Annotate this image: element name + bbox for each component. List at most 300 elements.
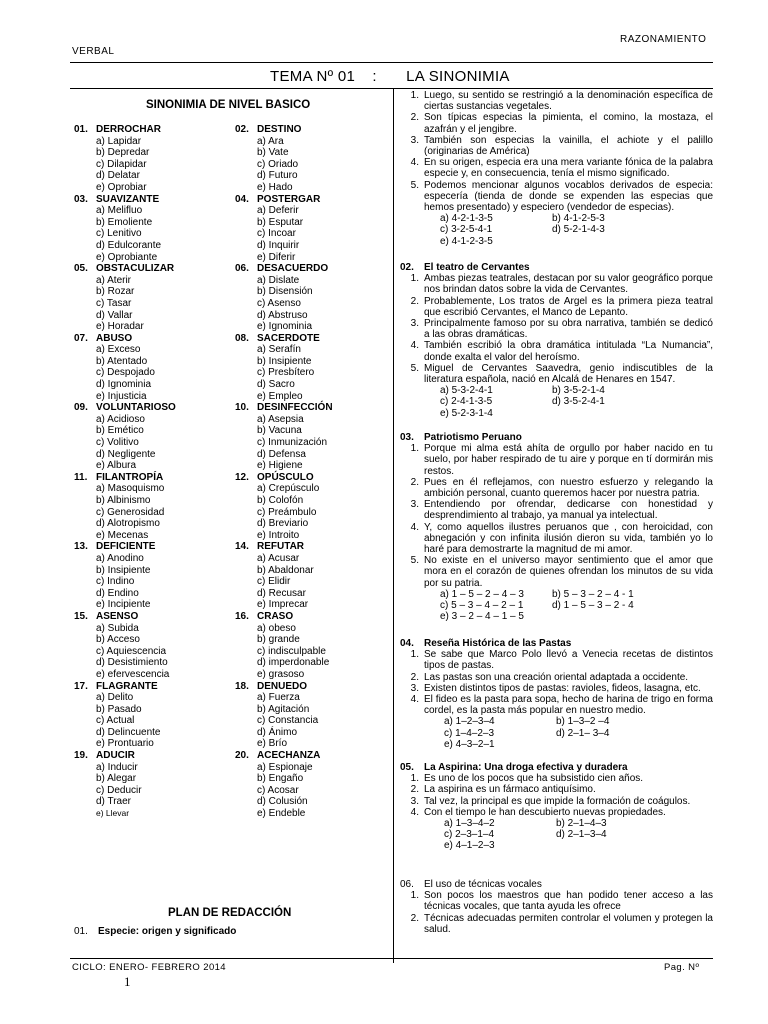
list-item (400, 90, 713, 112)
question-heading (235, 333, 385, 345)
list-item (400, 890, 713, 912)
answer-option: d) Breviario (257, 518, 309, 530)
block-4-heading (400, 638, 713, 649)
list-item (400, 807, 713, 818)
answer-option: d) Ánimo (257, 726, 298, 738)
answer-option: b) Vate (257, 147, 289, 159)
plan-title: PLAN DE REDACCIÓN (168, 907, 292, 919)
answer-option: d) Alotropismo (96, 518, 160, 530)
question-heading (235, 263, 385, 275)
answer-choice: a) 1 – 5 – 2 – 4 – 3 (440, 588, 524, 600)
answer-option: d) Recusar (257, 587, 306, 599)
item-number: 2. (410, 784, 419, 796)
question-word: CRASO (257, 610, 294, 622)
item-number: 2. (410, 476, 419, 488)
item-text: Pues en él reflejamos, con nuestro esfuerzo y relegando la ambición personal, cuanto queremos hacer por nuestra patria. (424, 476, 713, 500)
section-title-sinonimia: SINONIMIA DE NIVEL BASICO (146, 99, 311, 111)
answer-option: a) Acusar (257, 552, 300, 564)
question-number: 20. (235, 750, 249, 762)
answer-option: d) imperdonable (257, 657, 330, 669)
answer-choice: e) 5-2-3-1-4 (440, 407, 493, 419)
list-item (400, 477, 713, 499)
question-heading (235, 541, 385, 553)
item-text: El fideo es la pasta para sopa, hecho de harina de trigo en forma cordel, es la pasta más popular en nuestro medio. (424, 694, 713, 717)
item-text: Principalmente famoso por su obra narrativa, también se dedicó a las obras dramáticas. (424, 318, 713, 341)
answer-option: c) Acosar (257, 784, 299, 796)
item-number: 4. (410, 806, 419, 818)
item-number: 1. (410, 273, 419, 285)
question-heading (74, 194, 224, 206)
item-text: Ambas piezas teatrales, destacan por su valor geográfico porque nos brindan datos sobre la vida de Cervantes. (424, 273, 713, 296)
answer-option: c) Generosidad (96, 506, 165, 518)
answer-option: d) Desistimiento (96, 657, 168, 669)
item-number: 1. (410, 443, 419, 455)
item-number: 2. (410, 912, 419, 924)
answer-option: a) Aterir (96, 274, 132, 286)
list-item (400, 157, 713, 179)
item-number: 3. (410, 318, 419, 330)
block-3-number: 03. (400, 432, 414, 443)
item-number: 1. (410, 890, 419, 902)
question-number: 03. (74, 193, 88, 205)
answer-option: b) Engaño (257, 773, 304, 785)
answer-option: c) Incoar (257, 228, 296, 240)
question-word: DESTINO (257, 124, 302, 135)
question-word: ASENSO (96, 610, 139, 622)
tema-name: LA SINONIMIA (406, 68, 510, 85)
block-3-title: Patriotismo Peruano (424, 432, 522, 443)
answer-option: a) Ara (257, 135, 284, 147)
question-heading (235, 194, 385, 206)
question-number: 08. (235, 332, 249, 344)
list-item (400, 555, 713, 589)
answer-option: d) Delincuente (96, 726, 161, 738)
answer-option: c) Oriado (257, 158, 299, 170)
header-subject-left: VERBAL (72, 46, 115, 57)
item-text: Se sabe que Marco Polo llevó a Venecia recetas de distintos tipos de pastas. (424, 649, 713, 672)
question-word: OPÚSCULO (257, 471, 314, 483)
answer-option: e) Imprecar (257, 599, 309, 611)
answer-option: b) Depredar (96, 147, 150, 159)
block-2-title: El teatro de Cervantes (424, 262, 530, 273)
question-heading (74, 472, 224, 484)
list-item (400, 296, 713, 318)
question-word: POSTERGAR (257, 193, 321, 205)
question-number: 14. (235, 541, 249, 553)
question-heading (74, 681, 224, 693)
item-text: Entendiendo por ofrendar, dedicarse con honestidad y desprendimiento al trabajo, ya manual ya intelectual. (424, 499, 713, 522)
answer-option: b) Esputar (257, 216, 304, 228)
question-number: 01. (74, 124, 88, 135)
answer-option: a) Lapidar (96, 135, 142, 147)
answer-choice: e) 4–1–2–3 (444, 840, 495, 852)
question-number: 19. (74, 750, 88, 762)
answer-option: e) Prontuario (96, 738, 154, 750)
item-number: 2. (410, 112, 419, 124)
answer-option: d) Inquirir (257, 239, 300, 251)
item-number: 4. (410, 694, 419, 706)
block-5-heading (400, 762, 713, 773)
answer-option: d) Delatar (96, 170, 140, 182)
item-text: También escribió la obra dramática intitulada “La Numancia”, donde exalta el valor del heroísmo. (424, 340, 713, 363)
answer-option: e) Empleo (257, 390, 303, 402)
question-heading (74, 611, 224, 623)
item-number: 2. (410, 671, 419, 683)
answer-option: a) Melifluo (96, 205, 143, 217)
answer-option: c) Despojado (96, 367, 155, 379)
item-text: Existen distintos tipos de pastas: ravioles, fideos, lasagna, etc. (424, 682, 701, 694)
block-6-heading (400, 879, 713, 890)
block-3 (400, 432, 713, 622)
list-item (400, 112, 713, 134)
answer-option: b) Albinismo (96, 495, 151, 506)
answer-option: e) Llevar (96, 808, 130, 819)
answer-option: c) indisculpable (257, 645, 326, 657)
item-number: 1. (410, 773, 419, 785)
block-2 (400, 262, 713, 419)
plan-subtitle: Especie: origen y significado (98, 926, 237, 937)
answer-option: d) Traer (96, 796, 132, 808)
list-item (400, 273, 713, 295)
answer-option: a) Fuerza (257, 692, 300, 704)
tema-label: TEMA Nº 01 (270, 68, 356, 85)
answer-option: b) Rozar (96, 286, 135, 298)
answer-choice: a) 5-3-2-4-1 (440, 385, 493, 397)
item-number: 4. (410, 521, 419, 533)
answer-option: e) Mecenas (96, 529, 149, 541)
answer-option: c) Dilapidar (96, 158, 147, 170)
item-text: Luego, su sentido se restringió a la denominación específica de ciertas sustancias vegetales. (424, 90, 713, 113)
item-text: Tal vez, la principal es que impide la formación de coágulos. (424, 795, 691, 807)
answer-choice: a) 1–2–3–4 (444, 716, 495, 728)
block-2-heading (400, 262, 713, 273)
answer-option: e) grasoso (257, 668, 305, 680)
list-item (400, 649, 713, 671)
plan-number: 01. (74, 926, 88, 937)
item-number: 3. (410, 499, 419, 511)
synonym-column-2 (235, 124, 385, 820)
answer-choice: e) 4–3–2–1 (444, 738, 495, 750)
answer-option: c) Actual (96, 715, 135, 727)
answer-option: c) Lenitivo (96, 228, 142, 240)
question-heading (74, 541, 224, 553)
synonym-column-1 (74, 124, 224, 820)
list-item (400, 913, 713, 935)
answer-option: d) Abstruso (257, 309, 308, 321)
answer-option: b) Insipiente (257, 355, 312, 367)
item-text: También son especias la vainilla, el achiote y el palillo (originarias de América) (424, 134, 713, 158)
list-item (400, 135, 713, 157)
answer-option: b) grande (257, 634, 300, 646)
item-text: Es uno de los pocos que ha subsistido cien años. (424, 773, 644, 785)
question-word: ACECHANZA (257, 750, 321, 762)
answer-option: e) Albura (96, 460, 137, 472)
block-2-number: 02. (400, 262, 414, 273)
item-text: En su origen, especia era una mera variante fónica de la palabra especie y, en consecuencia, tenía el mismo significado. (424, 157, 713, 180)
answer-option: b) Vacuna (257, 425, 302, 437)
answer-choice: d) 5-2-1-4-3 (552, 224, 605, 236)
answer-option: a) Crepúsculo (257, 483, 320, 495)
answer-option: b) Abaldonar (257, 564, 314, 576)
answer-option: d) Vallar (96, 309, 133, 321)
answer-option: a) Anodino (96, 552, 144, 564)
answer-option: a) Dislate (257, 274, 300, 286)
question-heading (74, 750, 224, 762)
question-word: FILANTROPÍA (96, 471, 164, 483)
answer-option: c) Elidir (257, 576, 291, 588)
block-6 (400, 879, 713, 935)
list-item (400, 340, 713, 362)
item-number: 3. (410, 795, 419, 807)
item-number: 4. (410, 157, 419, 169)
list-item (400, 180, 713, 214)
question-word: DESACUERDO (257, 263, 329, 275)
answer-choice: b) 1–3–2 –4 (556, 716, 610, 728)
question-number: 02. (235, 124, 249, 135)
answer-option: d) Sacro (257, 379, 295, 391)
item-text: Son típicas especias la pimienta, el comino, la mostaza, el azafrán y el jengibre. (424, 112, 713, 135)
list-item (400, 363, 713, 385)
answer-option: b) Emoliente (96, 216, 153, 228)
page-number: 1 (124, 974, 131, 989)
answer-option: a) Serafín (257, 344, 301, 356)
answer-choice: d) 2–1–3–4 (556, 829, 607, 841)
question-word: REFUTAR (257, 541, 305, 553)
answer-option: a) Delito (96, 692, 134, 704)
block-3-heading (400, 432, 713, 443)
header-rule (70, 62, 713, 63)
question-heading (235, 611, 385, 623)
answer-choice: d) 3-5-2-4-1 (552, 396, 605, 408)
answer-option: b) Disensión (257, 286, 313, 298)
answer-choice: b) 3-5-2-1-4 (552, 385, 605, 397)
list-item (400, 694, 713, 716)
item-number: 3. (410, 134, 419, 146)
answer-option: c) Presbítero (257, 367, 315, 379)
answer-choice: c) 5 – 3 – 4 – 2 – 1 (440, 600, 524, 612)
header-subject-right: RAZONAMIENTO (620, 34, 707, 45)
question-word: ADUCIR (96, 750, 135, 762)
answer-option: e) Incipiente (96, 599, 151, 611)
question-word: FLAGRANTE (96, 680, 158, 692)
question-number: 18. (235, 680, 249, 692)
question-word: OBSTACULIZAR (96, 263, 175, 275)
list-item (400, 522, 713, 556)
answer-option: c) Indino (96, 576, 135, 588)
item-text: Técnicas adecuadas permiten controlar el volumen y protegen la salud. (424, 912, 713, 935)
footer-cycle: CICLO: ENERO- FEBRERO 2014 (72, 962, 226, 973)
item-text: Miguel de Cervantes Saavedra, genio indiscutibles de la literatura española, nació en Alcalá de Henares en 1547. (424, 362, 713, 386)
question-word: SACERDOTE (257, 332, 320, 344)
item-text: Y, como aquellos ilustres peruanos que , con heroicidad, con abnegación y con infinita ilusión dieron su vida, también yo lo haré para demostrarte la magnitud de mi amor. (424, 521, 713, 556)
answer-option: c) Volitivo (96, 437, 139, 449)
footer-page-label: Pag. Nº (664, 962, 700, 973)
question-number: 10. (235, 402, 249, 414)
answer-option: a) Inducir (96, 761, 138, 773)
list-item (400, 443, 713, 477)
question-word: DENUEDO (257, 680, 308, 692)
question-number: 04. (235, 193, 249, 205)
answer-option: c) Tasar (96, 297, 132, 309)
question-number: 11. (74, 471, 88, 483)
question-heading (235, 681, 385, 693)
answer-option: a) Deferir (257, 205, 299, 217)
answer-choice: e) 4-1-2-3-5 (440, 235, 493, 247)
answer-option: b) Agitación (257, 703, 310, 715)
question-heading (74, 263, 224, 275)
item-text: Son pocos los maestros que han podido tener acceso a las técnicas vocales, que tanta ayuda les ofrece (424, 890, 713, 913)
question-heading (235, 472, 385, 484)
footer-rule (70, 958, 713, 959)
answer-choice: a) 4-2-1-3-5 (440, 213, 493, 225)
answer-option: c) Asenso (257, 297, 301, 309)
answer-option: a) Asepsia (257, 413, 304, 425)
answer-option: e) efervescencia (96, 668, 170, 680)
question-heading (74, 333, 224, 345)
answer-option: b) Atentado (96, 355, 148, 367)
item-text: Las pastas son una creación oriental adaptada a occidente. (424, 671, 689, 683)
answer-option: e) Oprobiar (96, 181, 147, 193)
block-4-number: 04. (400, 638, 414, 649)
answer-choice: d) 2–1– 3–4 (556, 727, 610, 739)
list-item (400, 784, 713, 795)
answer-option: b) Acceso (96, 634, 140, 646)
answer-option: d) Futuro (257, 170, 298, 182)
answer-option: a) Subida (96, 622, 139, 634)
question-heading (235, 750, 385, 762)
item-number: 4. (410, 340, 419, 352)
question-number: 12. (235, 471, 249, 483)
answer-option: a) Exceso (96, 344, 141, 356)
item-text: Podemos mencionar algunos vocablos derivados de especia: especería (tienda de donde se expenden las especias que hemos presentado) y especiero (vendedor de especias). (424, 179, 713, 214)
item-number: 5. (410, 555, 419, 567)
item-text: No existe en el universo mayor sentimiento que el amor que mora en el corazón de quienes ofrendan los minutos de su vida por su patria. (424, 555, 713, 589)
question-word: SUAVIZANTE (96, 193, 160, 205)
answer-choice: b) 2–1–4–3 (556, 818, 607, 830)
block-1 (400, 90, 713, 247)
item-number: 5. (410, 362, 419, 374)
page-title (270, 68, 510, 85)
answer-option: c) Deducir (96, 784, 142, 796)
answer-option: c) Inmunización (257, 437, 328, 449)
item-number: 3. (410, 682, 419, 694)
list-item (400, 773, 713, 784)
answer-option: d) Negligente (96, 448, 156, 460)
item-text: Probablemente, Los tratos de Argel es la primera pieza teatral que escribió Cervantes, el Manco de Lepanto. (424, 295, 713, 318)
question-number: 15. (74, 610, 88, 622)
list-item (400, 683, 713, 694)
answer-option: e) Brío (257, 738, 288, 750)
answer-choice: c) 2-4-1-3-5 (440, 396, 493, 408)
answer-option: b) Alegar (96, 773, 137, 785)
answer-option: e) Horadar (96, 321, 144, 333)
question-word: VOLUNTARIOSO (96, 402, 176, 414)
block-5-number: 05. (400, 762, 414, 773)
question-number: 13. (74, 541, 88, 553)
answer-option: a) Masoquismo (96, 483, 165, 495)
block-4 (400, 638, 713, 750)
answer-option: e) Endeble (257, 808, 306, 820)
question-number: 05. (74, 263, 88, 275)
answer-option: e) Hado (257, 181, 293, 193)
answer-option: c) Aquiescencia (96, 645, 167, 657)
answer-option: e) Ignominia (257, 321, 313, 333)
item-text: Porque mi alma está ahíta de orgullo por haber nacido en tu suelo, por haber respirado de tu aire y porque en tí dormirán mis restos. (424, 443, 713, 477)
answer-option: e) Diferir (257, 251, 296, 263)
answer-option: e) Introito (257, 529, 300, 541)
item-text: Con el tiempo le han descubierto nuevas propiedades. (424, 806, 666, 818)
question-word: ABUSO (96, 332, 133, 344)
list-item (400, 672, 713, 683)
question-heading (235, 124, 385, 136)
answer-option: b) Emético (96, 425, 144, 437)
list-item (400, 499, 713, 521)
answer-option: b) Insipiente (96, 564, 151, 576)
question-word: DERROCHAR (96, 124, 161, 135)
answer-option: b) Colofón (257, 495, 304, 506)
block-6-title: El uso de técnicas vocales (424, 879, 542, 890)
block-5 (400, 762, 713, 852)
item-number: 5. (410, 179, 419, 191)
answer-option: c) Preámbulo (257, 506, 317, 518)
question-number: 06. (235, 263, 249, 275)
block-6-number: 06. (400, 879, 414, 890)
question-word: DEFICIENTE (96, 541, 156, 553)
answer-option: d) Colusión (257, 796, 308, 808)
list-item (400, 318, 713, 340)
question-heading (74, 124, 224, 136)
answer-option: a) Acidioso (96, 413, 145, 425)
answer-option: d) Endino (96, 587, 139, 599)
answer-option: e) Oprobiante (96, 251, 158, 263)
answer-choice: b) 4-1-2-5-3 (552, 213, 605, 225)
answer-choice: c) 1–4–2–3 (444, 727, 495, 739)
item-number: 1. (410, 649, 419, 661)
answer-choice: a) 1–3–4–2 (444, 818, 495, 830)
answer-option: b) Pasado (96, 703, 142, 715)
answer-option: c) Constancia (257, 715, 319, 727)
block-5-title: La Aspirina: Una droga efectiva y duradera (424, 762, 628, 773)
question-heading (235, 402, 385, 414)
list-item (400, 796, 713, 807)
answer-choice: c) 2–3–1–4 (444, 829, 495, 841)
question-number: 16. (235, 610, 249, 622)
question-number: 17. (74, 680, 88, 692)
plan-subtitle-line (74, 926, 236, 937)
question-number: 07. (74, 332, 88, 344)
answer-choice: d) 1 – 5 – 3 – 2 - 4 (552, 600, 634, 612)
question-number: 09. (74, 402, 88, 414)
item-number: 1. (410, 90, 419, 101)
answer-option: d) Ignominia (96, 379, 152, 391)
answer-option: e) Injusticia (96, 390, 147, 402)
question-word: DESINFECCIÓN (257, 402, 333, 414)
answer-option: a) obeso (257, 622, 296, 634)
answer-option: e) Higiene (257, 460, 303, 472)
answer-option: d) Defensa (257, 448, 306, 460)
item-text: La aspirina es un fármaco antiquísimo. (424, 784, 596, 796)
answer-option: a) Espionaje (257, 761, 313, 773)
title-separator: : (372, 68, 377, 85)
answer-choice: e) 3 – 2 – 4 – 1 – 5 (440, 611, 524, 623)
answer-choice: c) 3-2-5-4-1 (440, 224, 493, 236)
answer-option: d) Edulcorante (96, 239, 162, 251)
title-rule (70, 88, 713, 89)
answer-choice: b) 5 – 3 – 2 – 4 - 1 (552, 588, 634, 600)
question-heading (74, 402, 224, 414)
column-divider (393, 88, 394, 963)
item-number: 2. (410, 295, 419, 307)
